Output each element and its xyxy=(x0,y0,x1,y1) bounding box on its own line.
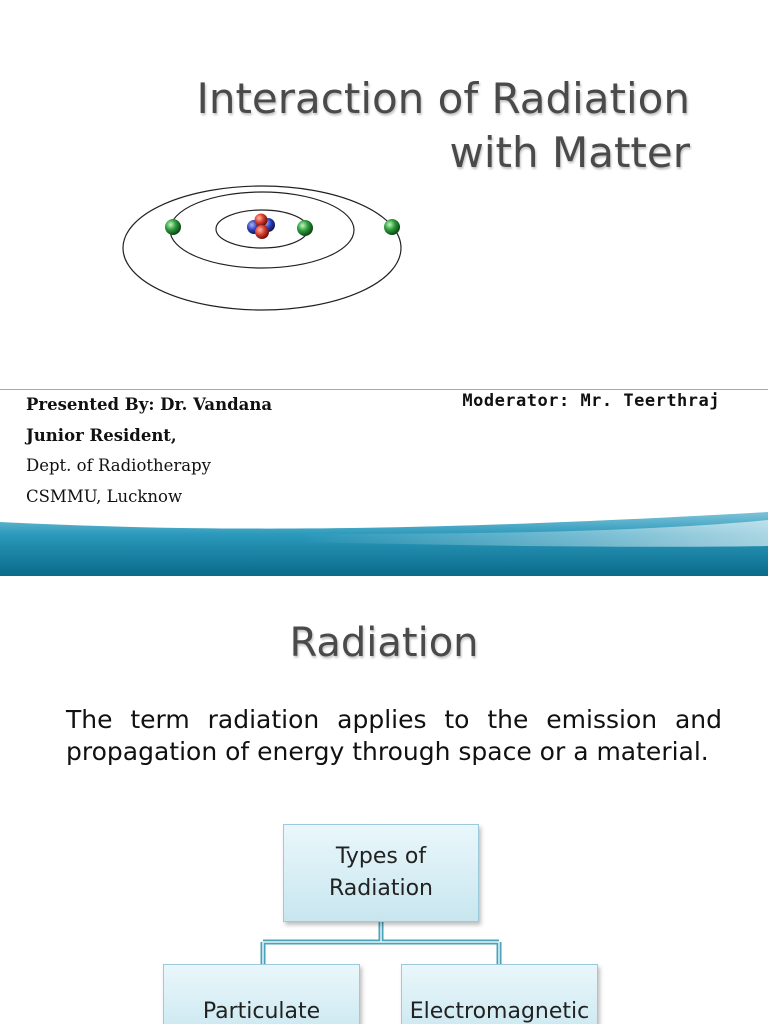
root-line-1: Types of xyxy=(335,844,427,869)
definition-paragraph: The term radiation applies to the emission and propagation of energy through space or a material. xyxy=(66,705,722,766)
electromagnetic-label: Electromagnetic xyxy=(409,999,590,1024)
proton xyxy=(255,214,268,227)
title-line-1: Interaction of Radiation xyxy=(196,74,690,123)
presenter-name: Presented By: Dr. Vandana xyxy=(26,395,273,414)
electron xyxy=(297,220,313,236)
wave-decoration xyxy=(0,504,768,576)
presenter-info xyxy=(26,390,272,512)
electromagnetic-node xyxy=(401,964,598,1024)
particulate-label: Particulate xyxy=(202,999,321,1024)
atom-illustration xyxy=(0,0,430,330)
moderator-name: Moderator: Mr. Teerthraj xyxy=(462,391,720,411)
slide-title: Radiation xyxy=(289,620,479,666)
diagram-connectors xyxy=(0,576,768,1024)
electron xyxy=(384,219,400,235)
electron xyxy=(165,219,181,235)
presenter-dept: Dept. of Radiotherapy xyxy=(26,456,212,475)
proton xyxy=(255,225,269,239)
content-slide xyxy=(0,576,768,1024)
presenter-institute: CSMMU, Lucknow xyxy=(26,486,183,506)
title-line-2: with Matter xyxy=(449,128,690,177)
types-of-radiation-node xyxy=(283,824,479,922)
root-line-2: Radiation xyxy=(329,876,433,901)
presenter-role: Junior Resident, xyxy=(26,425,177,445)
particulate-node xyxy=(163,964,360,1024)
